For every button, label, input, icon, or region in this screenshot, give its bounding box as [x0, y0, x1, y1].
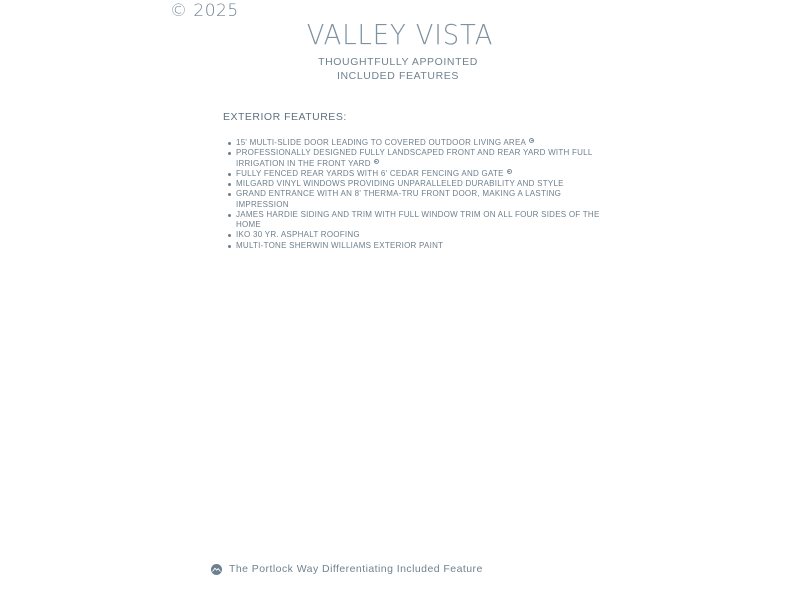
feature-text: IKO 30 YR. ASPHALT ROOFING	[236, 230, 360, 240]
section-heading: EXTERIOR FEATURES:	[223, 111, 347, 123]
portlock-mark-icon	[529, 138, 534, 143]
portlock-mark-icon	[507, 169, 512, 174]
feature-list	[236, 138, 612, 251]
legend-footer	[211, 563, 483, 575]
feature-text: GRAND ENTRANCE WITH AN 8' THERMA-TRU FRONT DOOR, MAKING A LASTING IMPRESSION	[236, 189, 562, 209]
feature-item	[236, 148, 612, 169]
feature-item	[236, 230, 612, 240]
feature-item	[236, 169, 612, 179]
feature-item	[236, 241, 612, 251]
subtitle-line-2: INCLUDED FEATURES	[336, 70, 460, 82]
legend-text: The Portlock Way Differentiating Included Feature	[229, 563, 483, 575]
subtitle-line-1: THOUGHTFULLY APPOINTED	[318, 56, 478, 68]
feature-text: MULTI-TONE SHERWIN WILLIAMS EXTERIOR PAINT	[236, 240, 444, 250]
feature-text: MILGARD VINYL WINDOWS PROVIDING UNPARALLELED DURABILITY AND STYLE	[236, 179, 564, 188]
community-title: VALLEY VISTA	[306, 18, 494, 51]
feature-item	[236, 179, 612, 189]
feature-item	[236, 189, 612, 210]
feature-item	[236, 138, 612, 148]
mountain-badge-icon	[211, 564, 222, 575]
feature-text: 15' MULTI-SLIDE DOOR LEADING TO COVERED OUTDOOR LIVING AREA	[236, 138, 527, 147]
feature-text: FULLY FENCED REAR YARDS WITH 6' CEDAR FENCING AND GATE	[236, 168, 504, 178]
portlock-mark-icon	[374, 159, 379, 164]
feature-item	[236, 210, 612, 231]
feature-text: JAMES HARDIE SIDING AND TRIM WITH FULL WINDOW TRIM ON ALL FOUR SIDES OF THE HOME	[236, 209, 600, 229]
copyright-notice: © 2025	[170, 1, 239, 21]
feature-text: PROFESSIONALLY DESIGNED FULLY LANDSCAPED FRONT AND REAR YARD WITH FULL IRRIGATION IN THE FRONT YARD	[236, 148, 593, 168]
